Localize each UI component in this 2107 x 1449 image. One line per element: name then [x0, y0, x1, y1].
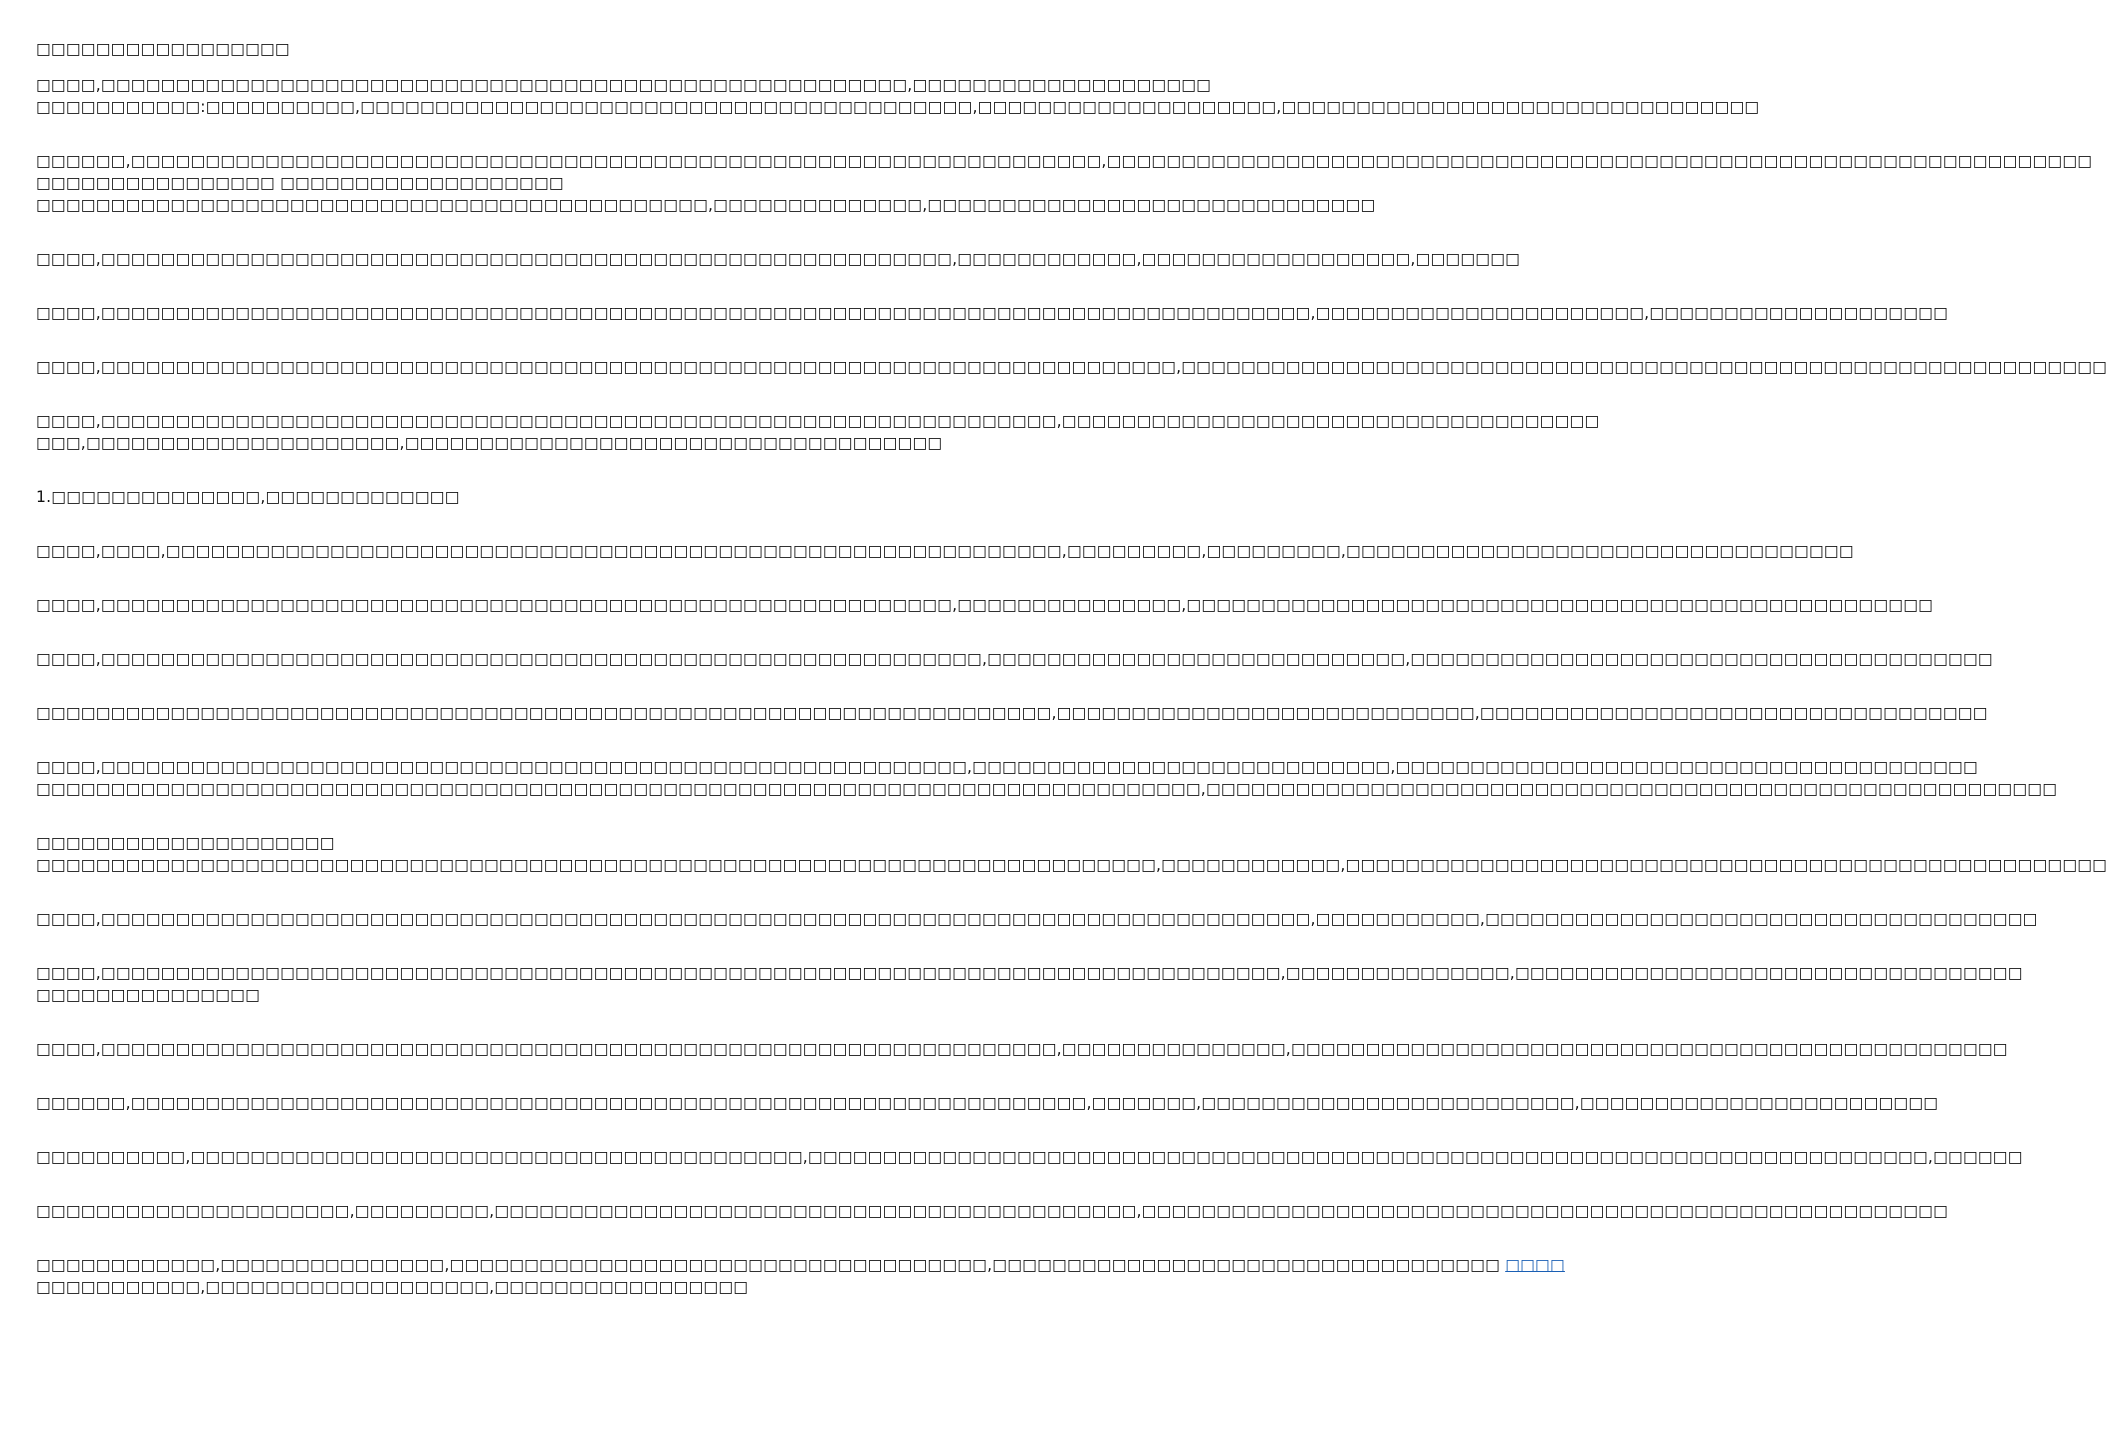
paragraph — [36, 1254, 1565, 1298]
document-body — [36, 38, 2107, 1298]
text-line: □□□□□□□□□□□□,□□□□□□□□□□□□□□□,□□□□□□□□□□□□□□□□□□□□□□□□□□□□□□□□□□□□,□□□□□□□□□□□□□□□□□□□□□□□□□□□□□□□□□□ — [36, 1256, 1501, 1274]
text-line: □□□,□□□□□□□□□□□□□□□□□□□□□,□□□□□□□□□□□□□□□□□□□□□□□□□□□□□□□□□□□□ — [36, 434, 943, 452]
paragraph — [36, 962, 2023, 1006]
text-line: □□□□□□□□□□□□□□□□□□□□□□□□□□□□□□□□□□□□□□□□□□□□□,□□□□□□□□□□□□□□,□□□□□□□□□□□□□□□□□□□□□□□□□□□□□□ — [36, 196, 1376, 214]
paragraph — [36, 540, 1854, 562]
text-line: □□□□□□□□□□□□□□□□ □□□□□□□□□□□□□□□□□□□ — [36, 174, 564, 192]
paragraph — [36, 1092, 1939, 1114]
text-line: □□□□□□□□□□□□□□□□□ — [36, 40, 290, 58]
text-line: □□□□□□□□□□□:□□□□□□□□□□,□□□□□□□□□□□□□□□□□□□□□□□□□□□□□□□□□□□□□□□□□,□□□□□□□□□□□□□□□□□□□□,□□□□□□□□□□□□□□□□□□□□□□□□□□□□□□□□ — [36, 98, 1760, 116]
paragraph — [36, 594, 1934, 616]
text-line: 1.□□□□□□□□□□□□□□,□□□□□□□□□□□□□ — [36, 488, 460, 506]
text-line: □□□□,□□□□□□□□□□□□□□□□□□□□□□□□□□□□□□□□□□□□□□□□□□□□□□□□□□□□□□□□□□□□□□□□,□□□□□□□□□□□□□□□,□□□□□□□□□□□□□□□□□□□□□□□□□□□□□□□□□□□□□□□□□□□□□□□□ — [36, 1040, 2008, 1058]
text-line: □□□□,□□□□□□□□□□□□□□□□□□□□□□□□□□□□□□□□□□□□□□□□□□□□□□□□□□□□□□□□□□□□□□□□□□□□□□□□□□□□□□□□□,□□□□□□□□□□□□□□□□□□□□□□,□□□□□□□□□□□□□□□□□□□□ — [36, 304, 1949, 322]
text-line: □□□□□□□□□□,□□□□□□□□□□□□□□□□□□□□□□□□□□□□□□□□□□□□□□□□□,□□□□□□□□□□□□□□□□□□□□□□□□□□□□□□□□□□□□□□□□□□□□□□□□□□□□□□□□□□□□□□□□□□□□□□□□□□□,□□□□□□ — [36, 1148, 2023, 1166]
text-line: □□□□□□□□□□□□□□□□□□□□□□□□□□□□□□□□□□□□□□□□□□□□□□□□□□□□□□□□□□□□□□□□□□□□□□□□□□□□□□,□□□□□□□□□□□□□□□□□□□□□□□□□□□□□□□□□□□□□□□□□□□□□□□□□□□□□□□□□ — [36, 780, 2058, 798]
text-line: □□□□,□□□□□□□□□□□□□□□□□□□□□□□□□□□□□□□□□□□□□□□□□□□□□□□□□□□□□□□□□□□□□□□□□□□□□□□□□□□□□□□,□□□□□□□□□□□□□□□,□□□□□□□□□□□□□□□□□□□□□□□□□□□□□□□□□□ — [36, 964, 2023, 982]
text-line: □□□□,□□□□□□□□□□□□□□□□□□□□□□□□□□□□□□□□□□□□□□□□□□□□□□□□□□□□□□□□□□□,□□□□□□□□□□□□□□□□□□□□□□□□□□□□,□□□□□□□□□□□□□□□□□□□□□□□□□□□□□□□□□□□□□□□ — [36, 650, 1993, 668]
text-line: □□□□,□□□□□□□□□□□□□□□□□□□□□□□□□□□□□□□□□□□□□□□□□□□□□□□□□□□□□□□□□□□□□□□□□□□□□□□□□□□□□□□□□,□□□□□□□□□□□,□□□□□□□□□□□□□□□□□□□□□□□□□□□□□□□□□□□□□ — [36, 910, 2038, 928]
text-line: □□□□,□□□□□□□□□□□□□□□□□□□□□□□□□□□□□□□□□□□□□□□□□□□□□□□□□□□□□□□□□,□□□□□□□□□□□□,□□□□□□□□□□□□□□□□□□,□□□□□□□ — [36, 250, 1521, 268]
paragraph — [36, 1146, 2023, 1168]
paragraph — [36, 702, 1988, 724]
document-heading — [36, 38, 990, 60]
paragraph — [36, 1200, 1949, 1222]
text-line: □□□□□□□□□□□□□□□□□□□□□□□□□□□□□□□□□□□□□□□□□□□□□□□□□□□□□□□□□□□□□□□□□□□□□□□□□□□,□□□□□□□□□□□□,□□□□□□□□□□□□□□□□□□□□□□□□□□□□□□□□□□□□□□□□□□□□□□□□□□□ — [36, 856, 2107, 874]
section-heading — [36, 486, 990, 508]
paragraph — [36, 74, 1760, 118]
paragraph — [36, 302, 1949, 324]
document-link[interactable]: □□□□ — [1505, 1256, 1565, 1274]
paragraph — [36, 648, 1993, 670]
paragraph — [36, 356, 2107, 378]
paragraph — [36, 756, 2058, 800]
text-line: □□□□,□□□□□□□□□□□□□□□□□□□□□□□□□□□□□□□□□□□□□□□□□□□□□□□□□□□□□□□□□□□□□□□□,□□□□□□□□□□□□□□□□□□□□□□□□□□□□□□□□□□□□ — [36, 412, 1600, 430]
paragraph — [36, 908, 2038, 930]
text-line: □□□□□□,□□□□□□□□□□□□□□□□□□□□□□□□□□□□□□□□□□□□□□□□□□□□□□□□□□□□□□□□□□□□□□□□,□□□□□□□,□□□□□□□□□□□□□□□□□□□□□□□□□,□□□□□□□□□□□□□□□□□□□□□□□□ — [36, 1094, 1939, 1112]
text-line: □□□□□□□□□□□□□□□ — [36, 986, 261, 1004]
paragraph — [36, 832, 2107, 876]
text-line: □□□□,□□□□□□□□□□□□□□□□□□□□□□□□□□□□□□□□□□□□□□□□□□□□□□□□□□□□□□□□□□□□□□□□□□□□□□□□,□□□□□□□□□□□□□□□□□□□□□□□□□□□□□□□□□□□□□□□□□□□□□□□□□□□□□□□□□□□□□□ — [36, 358, 2107, 376]
paragraph — [36, 410, 1600, 454]
text-line: □□□□,□□□□□□□□□□□□□□□□□□□□□□□□□□□□□□□□□□□□□□□□□□□□□□□□□□□□□□□□□,□□□□□□□□□□□□□□□,□□□□□□□□□□□□□□□□□□□□□□□□□□□□□□□□□□□□□□□□□□□□□□□□□□ — [36, 596, 1934, 614]
text-line: □□□□,□□□□□□□□□□□□□□□□□□□□□□□□□□□□□□□□□□□□□□□□□□□□□□□□□□□□□□□□□□,□□□□□□□□□□□□□□□□□□□□□□□□□□□□,□□□□□□□□□□□□□□□□□□□□□□□□□□□□□□□□□□□□□□□ — [36, 758, 1978, 776]
text-line: □□□□□□□□□□□□□□□□□□□□ — [36, 834, 335, 852]
text-line: □□□□□□□□□□□,□□□□□□□□□□□□□□□□□□□,□□□□□□□□□□□□□□□□□ — [36, 1278, 749, 1296]
paragraph — [36, 150, 2093, 216]
text-line: □□□□□□□□□□□□□□□□□□□□□□□□□□□□□□□□□□□□□□□□□□□□□□□□□□□□□□□□□□□□□□□□□□□□,□□□□□□□□□□□□□□□□□□□□□□□□□□□□,□□□□□□□□□□□□□□□□□□□□□□□□□□□□□□□□□□ — [36, 704, 1988, 722]
text-line: □□□□,□□□□,□□□□□□□□□□□□□□□□□□□□□□□□□□□□□□□□□□□□□□□□□□□□□□□□□□□□□□□□□□□□,□□□□□□□□□,□□□□□□□□□,□□□□□□□□□□□□□□□□□□□□□□□□□□□□□□□□□□ — [36, 542, 1854, 560]
text-line: □□□□,□□□□□□□□□□□□□□□□□□□□□□□□□□□□□□□□□□□□□□□□□□□□□□□□□□□□□□,□□□□□□□□□□□□□□□□□□□□ — [36, 76, 1212, 94]
paragraph — [36, 248, 1521, 270]
paragraph — [36, 1038, 2008, 1060]
text-line-with-link — [36, 1254, 1565, 1276]
text-line: □□□□□□,□□□□□□□□□□□□□□□□□□□□□□□□□□□□□□□□□□□□□□□□□□□□□□□□□□□□□□□□□□□□□□□□□,□□□□□□□□□□□□□□□□□□□□□□□□□□□□□□□□□□□□□□□□□□□□□□□□□□□□□□□□□□□□□□□□□□ — [36, 152, 2093, 170]
text-line: □□□□□□□□□□□□□□□□□□□□□,□□□□□□□□□,□□□□□□□□□□□□□□□□□□□□□□□□□□□□□□□□□□□□□□□□□□□,□□□□□□□□□□□□□□□□□□□□□□□□□□□□□□□□□□□□□□□□□□□□□□□□□□□□□□ — [36, 1202, 1949, 1220]
